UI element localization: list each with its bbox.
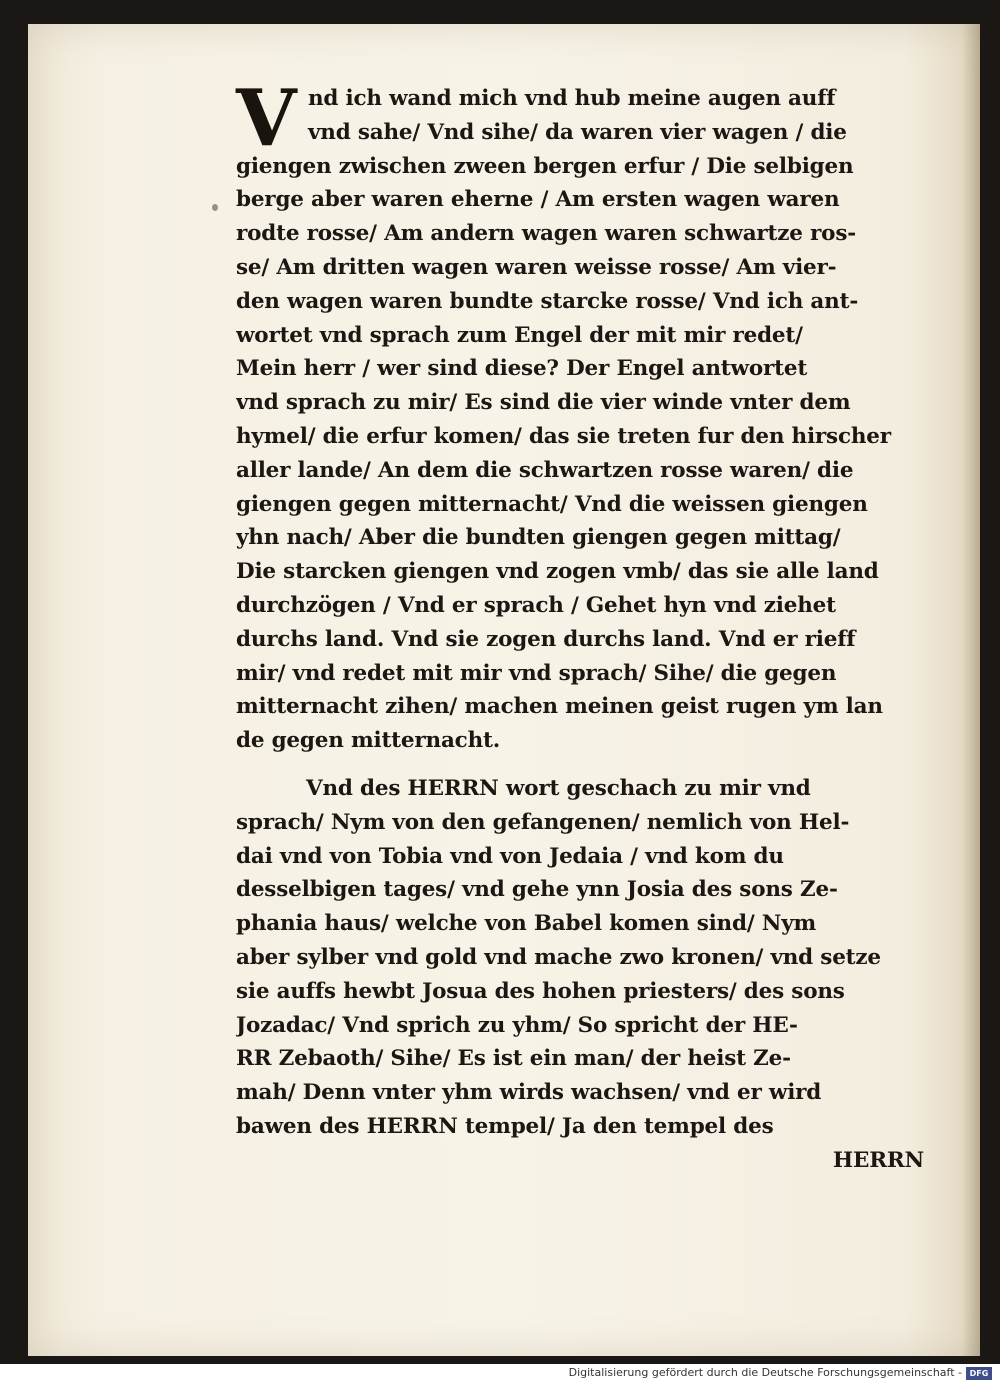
paragraph-2 — [236, 772, 926, 1178]
text-line: Vnd des HERRN wort geschach zu mir vnd — [306, 775, 811, 801]
text-line: se/ Am dritten wagen waren weisse rosse/ Am vier- — [236, 254, 837, 280]
text-line: giengen zwischen zween bergen erfur / Die selbigen — [236, 153, 854, 179]
catchword: HERRN — [832, 1147, 924, 1173]
ink-blot — [212, 204, 218, 211]
text-line: den wagen waren bundte starcke rosse/ Vnd ich ant- — [236, 288, 859, 314]
text-line: vnd sprach zu mir/ Es sind die vier winde vnter dem — [236, 390, 851, 416]
text-line: bawen des HERRN tempel/ Ja den tempel des — [236, 1113, 774, 1139]
text-line: wortet vnd sprach zum Engel der mit mir redet/ — [236, 322, 803, 348]
page-edge-shadow — [962, 24, 980, 1356]
text-line: aller lande/ An dem die schwartzen rosse waren/ die — [236, 457, 854, 483]
text-line: yhn nach/ Aber die bundten giengen gegen mittag/ — [236, 525, 841, 551]
text-line: rodte rosse/ Am andern wagen waren schwartze ros- — [236, 221, 856, 247]
text-line: vnd sahe/ Vnd sihe/ da waren vier wagen / die — [308, 119, 847, 145]
text-line: dai vnd von Tobia vnd von Jedaia / vnd kom du — [236, 843, 784, 869]
text-line: durchs land. Vnd sie zogen durchs land. Vnd er rieff — [236, 626, 856, 652]
funding-credit: Digitalisierung gefördert durch die Deutsche Forschungsgemeinschaft - — [568, 1366, 962, 1379]
text-line: giengen gegen mitternacht/ Vnd die weissen giengen — [236, 491, 868, 517]
text-line: mah/ Denn vnter yhm wirds wachsen/ vnd er wird — [236, 1080, 822, 1106]
text-line: desselbigen tages/ vnd gehe ynn Josia des sons Ze- — [236, 877, 838, 903]
text-line: de gegen mitternacht. — [236, 728, 501, 754]
decorated-initial: V — [236, 73, 297, 164]
text-line: nd ich wand mich vnd hub meine augen auff — [308, 86, 836, 111]
text-line: sprach/ Nym von den gefangenen/ nemlich von Hel- — [236, 809, 850, 835]
text-line: Jozadac/ Vnd sprich zu yhm/ So spricht der HE- — [236, 1012, 798, 1038]
dfg-logo: DFG — [966, 1367, 992, 1380]
text-line: sie auffs hewbt Josua des hohen priesters/ des sons — [236, 978, 845, 1004]
paragraph-1 — [236, 73, 926, 758]
text-line: hymel/ die erfur komen/ das sie treten fur den hirscher — [236, 423, 891, 449]
text-line: mir/ vnd redet mit mir vnd sprach/ Sihe/ die gegen — [236, 660, 837, 686]
text-line: RR Zebaoth/ Sihe/ Es ist ein man/ der heist Ze- — [236, 1046, 791, 1072]
text-line: phania haus/ welche von Babel komen sind/ Nym — [236, 911, 817, 937]
text-line: berge aber waren eherne / Am ersten wagen waren — [236, 187, 840, 213]
text-line: durchzögen / Vnd er sprach / Gehet hyn vnd ziehet — [236, 592, 836, 618]
footer-bar — [0, 1364, 1000, 1383]
text-line: aber sylber vnd gold vnd mache zwo kronen/ vnd setze — [236, 944, 881, 970]
text-line: Mein herr / wer sind diese? Der Engel antwortet — [236, 356, 808, 382]
text-line: Die starcken giengen vnd zogen vmb/ das sie alle land — [236, 559, 879, 585]
text-line: mitternacht zihen/ machen meinen geist rugen ym lan — [236, 694, 883, 720]
page-text — [236, 73, 926, 1178]
